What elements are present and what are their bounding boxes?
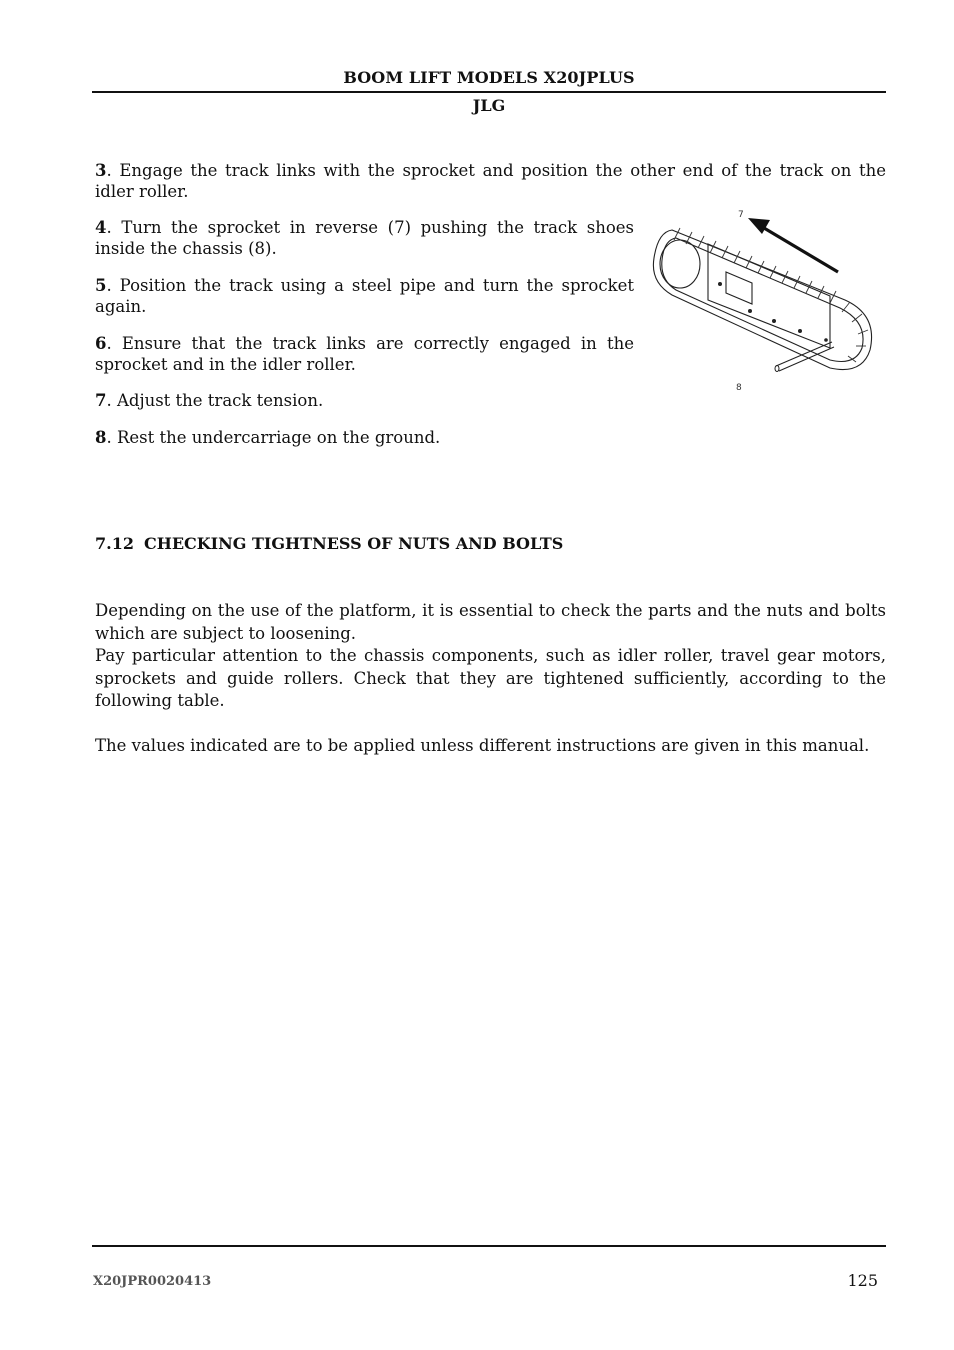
step-7 <box>95 390 634 411</box>
section-heading <box>95 534 563 553</box>
header-title: BOOM LIFT MODELS X20JPLUS <box>343 68 635 87</box>
header-divider <box>92 91 886 93</box>
step-4 <box>95 217 634 259</box>
section-number: 7.12 <box>95 534 134 553</box>
track-undercarriage-illustration <box>640 200 890 400</box>
body-paragraph: The values indicated are to be applied unless different instructions are given in this manual. <box>95 736 870 755</box>
step-text: . Rest the undercarriage on the ground. <box>106 428 441 447</box>
step-number: 8 <box>95 428 107 447</box>
step-number: 4 <box>95 218 107 237</box>
body-paragraph: Pay particular attention to the chassis components, such as idler roller, travel gear motors, sprockets and guide rollers. Check that they are tightened sufficiently, according to the following table. <box>95 646 886 710</box>
track-drawing <box>640 200 890 400</box>
section-title: CHECKING TIGHTNESS OF NUTS AND BOLTS <box>143 534 564 553</box>
step-text: . Turn the sprocket in reverse (7) pushing the track shoes inside the chassis (8). <box>95 218 634 258</box>
step-5 <box>95 275 634 317</box>
step-number: 5 <box>95 276 107 295</box>
step-text: . Engage the track links with the sprocket and position the other end of the track on the idler roller. <box>95 161 886 201</box>
page-number: 125 <box>847 1271 878 1290</box>
footer-divider <box>92 1245 886 1247</box>
document-code: X20JPR0020413 <box>93 1274 212 1289</box>
callout-8-label: 8 <box>736 383 742 393</box>
step-text: . Position the track using a steel pipe and turn the sprocket again. <box>95 276 634 316</box>
step-number: 6 <box>95 334 107 353</box>
step-6 <box>95 333 634 375</box>
header-subtitle: JLG <box>472 96 506 115</box>
callout-7-label: 7 <box>738 210 744 220</box>
body-paragraph: Depending on the use of the platform, it is essential to check the parts and the nuts and bolts which are subject to loosening. <box>95 601 886 643</box>
step-text: . Ensure that the track links are correctly engaged in the sprocket and in the idler roller. <box>95 334 634 374</box>
step-3 <box>95 160 886 202</box>
step-number: 3 <box>95 161 107 180</box>
step-8 <box>95 427 634 448</box>
step-number: 7 <box>95 391 107 410</box>
step-text: . Adjust the track tension. <box>106 391 324 410</box>
